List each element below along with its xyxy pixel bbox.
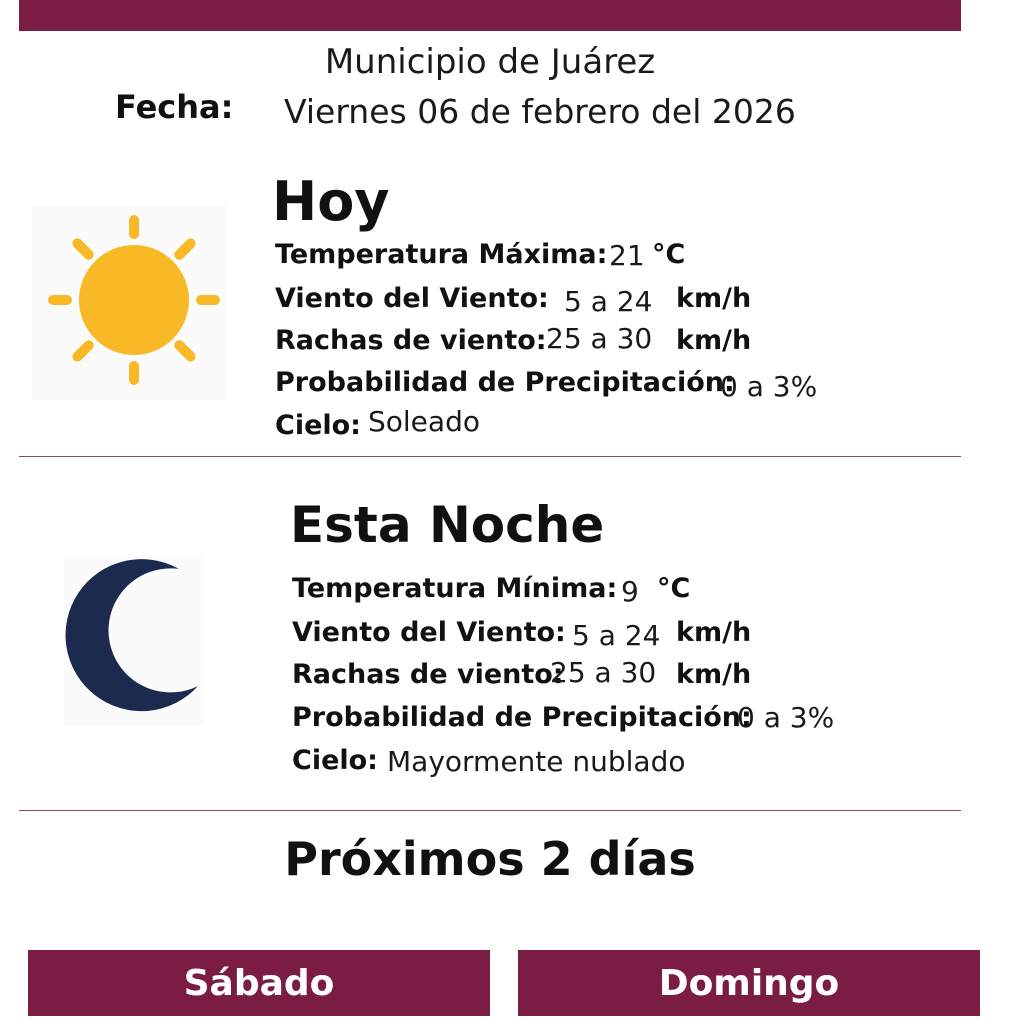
date-value: Viernes 06 de febrero del 2026 [284,92,796,131]
tonight-min-temp-value: 9 [621,575,639,608]
tonight-min-temp-unit: °C [657,573,691,604]
municipality-title: Municipio de Juárez [324,42,656,82]
saturday-button[interactable]: Sábado [28,950,490,1016]
today-wind-unit: km/h [676,283,752,314]
date-label: Fecha: [115,88,234,126]
sun-icon [32,205,227,400]
tonight-precip-label: Probabilidad de Precipitación: [292,702,752,733]
moon-icon [64,556,204,726]
section-divider [19,810,961,811]
tonight-wind-unit: km/h [676,617,752,648]
today-max-temp-unit: °C [652,239,686,270]
tonight-gusts-value: 25 a 30 [550,656,657,689]
today-wind-value: 5 a 24 [564,285,653,318]
today-gusts-unit: km/h [676,325,752,356]
today-sky-value: Soleado [368,405,480,438]
next-days-title: Próximos 2 días [284,832,696,886]
tonight-sky-value: Mayormente nublado [387,745,686,778]
today-title: Hoy [272,170,390,233]
today-gusts-label: Rachas de viento: [275,325,547,356]
tonight-gusts-label: Rachas de viento: [292,659,564,690]
today-sky-label: Cielo: [275,410,361,441]
tonight-min-temp-label: Temperatura Mínima: [292,573,618,604]
today-max-temp-label: Temperatura Máxima: [275,239,608,270]
today-wind-label: Viento del Viento: [275,283,549,314]
sunday-button[interactable]: Domingo [518,950,980,1016]
today-precip-label: Probabilidad de Precipitación: [275,367,735,398]
section-divider [19,456,961,457]
tonight-wind-label: Viento del Viento: [292,617,566,648]
today-max-temp-value: 21 [609,239,645,272]
top-banner [19,0,961,31]
today-gusts-value: 25 a 30 [546,322,653,355]
tonight-wind-value: 5 a 24 [572,619,661,652]
tonight-title: Esta Noche [290,496,605,554]
tonight-sky-label: Cielo: [292,745,378,776]
tonight-gusts-unit: km/h [676,659,752,690]
today-precip-value: 0 a 3% [720,370,818,403]
tonight-precip-value: 0 a 3% [737,701,835,734]
